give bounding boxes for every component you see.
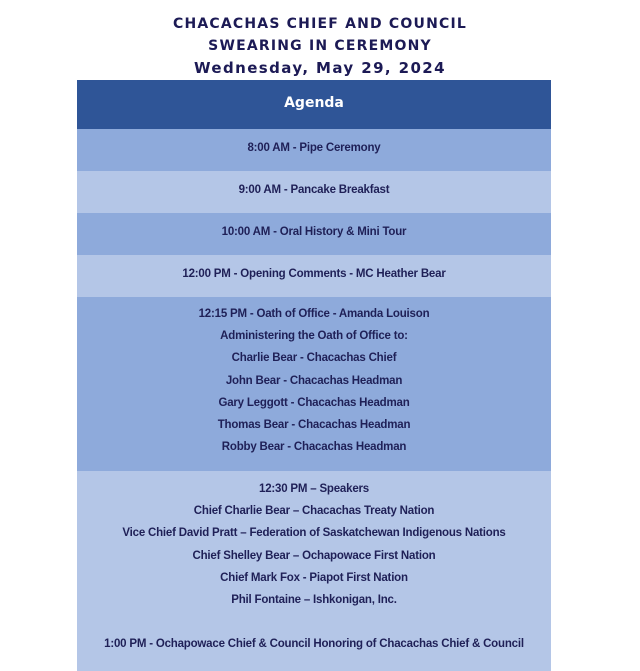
title-block xyxy=(0,13,640,79)
agenda-row-oath xyxy=(77,297,551,471)
agenda-row xyxy=(77,129,551,171)
oath-name: Robby Bear - Chacachas Headman xyxy=(221,441,407,454)
oath-name: Gary Leggott - Chacachas Headman xyxy=(218,396,410,409)
agenda-item-text: 12:00 PM - Opening Comments - MC Heather Bear xyxy=(182,268,446,280)
agenda-item-text: 8:00 AM - Pipe Ceremony xyxy=(247,142,381,154)
title-line-2: SWEARING IN CEREMONY xyxy=(208,38,432,54)
speakers-heading: 12:30 PM – Speakers xyxy=(259,483,369,495)
oath-name: John Bear - Chacachas Headman xyxy=(225,374,403,387)
agenda-item-text: 9:00 AM - Pancake Breakfast xyxy=(238,184,390,196)
oath-name: Charlie Bear - Chacachas Chief xyxy=(231,352,397,365)
oath-heading: 12:15 PM - Oath of Office - Amanda Louison xyxy=(198,308,430,320)
agenda-row xyxy=(77,255,551,297)
agenda-header: Agenda xyxy=(77,80,551,129)
agenda-item-text: 10:00 AM - Oral History & Mini Tour xyxy=(221,226,407,238)
speaker-name: Chief Mark Fox - Piapot First Nation xyxy=(220,571,408,584)
agenda-table xyxy=(77,80,551,671)
agenda-row-speakers xyxy=(77,471,551,671)
oath-name: Thomas Bear - Chacachas Headman xyxy=(217,419,411,432)
speaker-name: Vice Chief David Pratt – Federation of Saskatchewan Indigenous Nations xyxy=(122,527,506,540)
speaker-name: Chief Charlie Bear – Chacachas Treaty Nation xyxy=(193,505,435,518)
title-line-1: CHACACHAS CHIEF AND COUNCIL xyxy=(172,16,468,32)
oath-subheading: Administering the Oath of Office to: xyxy=(220,330,408,343)
speaker-name: Chief Shelley Bear – Ochapowace First Nation xyxy=(192,549,436,562)
spacer xyxy=(77,611,551,633)
agenda-row xyxy=(77,171,551,213)
event-date: Wednesday, May 29, 2024 xyxy=(194,59,446,77)
agenda-row xyxy=(77,213,551,255)
speaker-name: Phil Fontaine – Ishkonigan, Inc. xyxy=(231,594,397,607)
agenda-item-text: 1:00 PM - Ochapowace Chief & Council Honoring of Chacachas Chief & Council xyxy=(104,638,524,651)
